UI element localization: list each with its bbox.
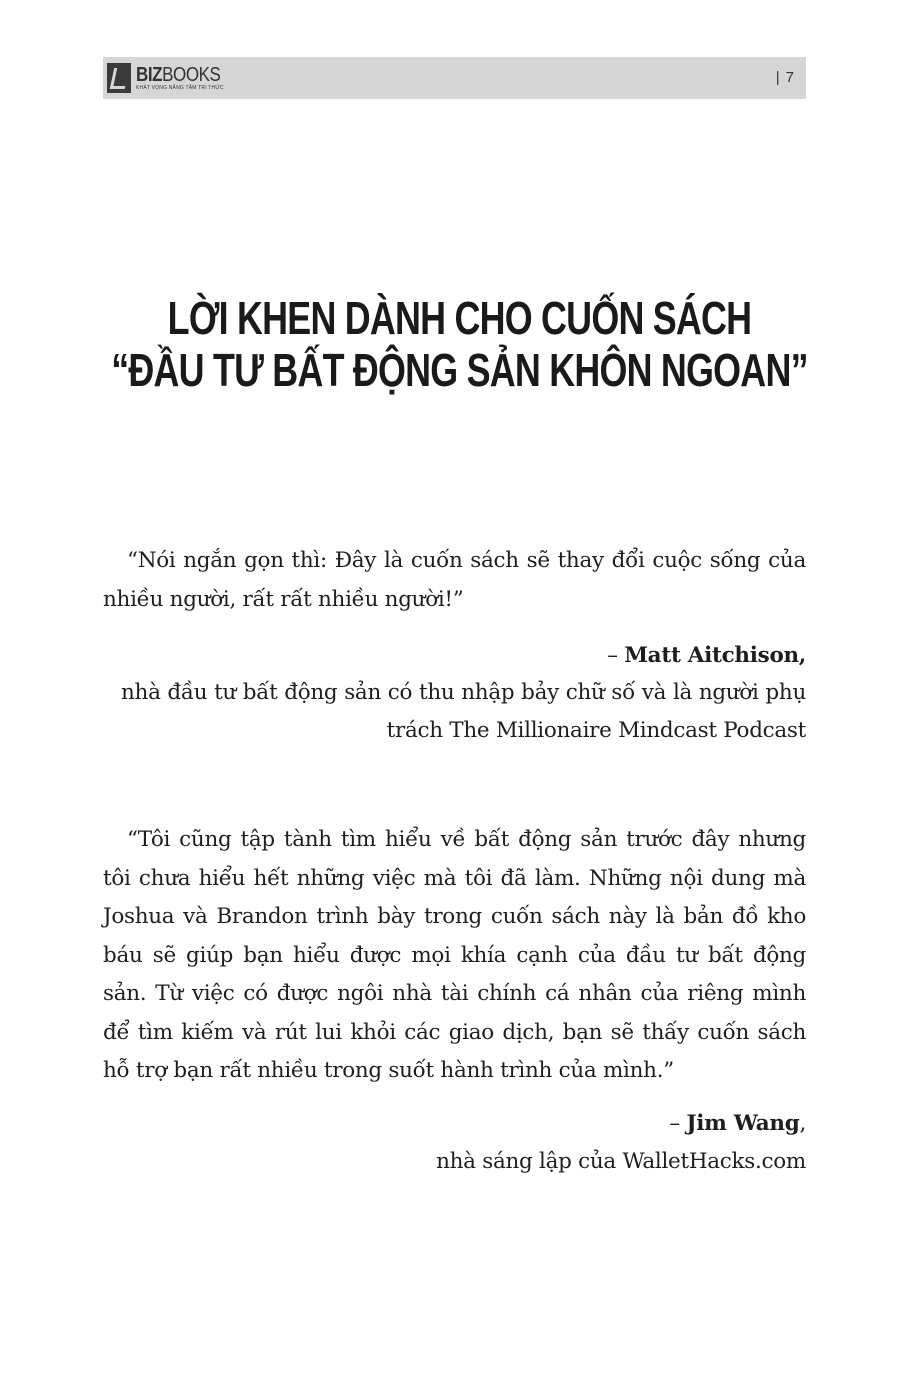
page-header: [103, 57, 806, 99]
author-dash: –: [669, 1111, 687, 1136]
author-comma: ,: [799, 1111, 806, 1136]
testimonial-description-2: nhà sáng lập của WalletHacks.com: [436, 1149, 806, 1174]
author-name: Jim Wang: [686, 1111, 800, 1136]
bizbooks-logo: [107, 61, 235, 95]
brand-light: BOOKS: [162, 63, 221, 86]
testimonial-description-1: nhà đầu tư bất động sản có thu nhập bảy chữ số và là người phụ trách The Millionaire Mindcast Podcast: [121, 680, 806, 743]
brand-name: [136, 65, 220, 85]
brand-tagline: KHÁT VỌNG NÂNG TẦM TRI THỨC: [136, 84, 224, 91]
logo-text: [136, 65, 235, 92]
page-number-value: 7: [785, 69, 794, 86]
testimonial-author-1: [103, 637, 806, 675]
title-line-2: “ĐẦU TƯ BẤT ĐỘNG SẢN KHÔN NGOAN”: [111, 344, 808, 396]
page-title: [0, 292, 919, 396]
author-dash: –: [607, 643, 625, 668]
page-number: [776, 69, 794, 86]
brand-bold: BIZ: [136, 63, 163, 86]
testimonial-author-2: [103, 1105, 806, 1143]
page-number-separator: |: [775, 69, 780, 86]
testimonial-quote-2: “Tôi cũng tập tành tìm hiểu về bất động sản trước đây nhưng tôi chưa hiểu hết những việc mà tôi đã làm. Những nội dung mà Joshua và Brandon trình bày trong cuốn sách này là bản đồ kho báu sẽ giúp bạn hiểu được mọi khía cạnh của đầu tư bất động sản. Từ việc có được ngôi nhà tài chính cá nhân của riêng mình để tìm kiếm và rút lui khỏi các giao dịch, bạn sẽ thấy cuốn sách hỗ trợ bạn rất nhiều trong suốt hành trình của mình.”: [103, 827, 806, 1083]
testimonial-quote-1: “Nói ngắn gọn thì: Đây là cuốn sách sẽ thay đổi cuộc sống của nhiều người, rất rất nhiều người!”: [103, 548, 806, 612]
title-line-1: LỜI KHEN DÀNH CHO CUỐN SÁCH: [167, 292, 752, 344]
author-name: Matt Aitchison,: [624, 643, 806, 668]
bizbooks-logo-icon: [107, 63, 131, 93]
